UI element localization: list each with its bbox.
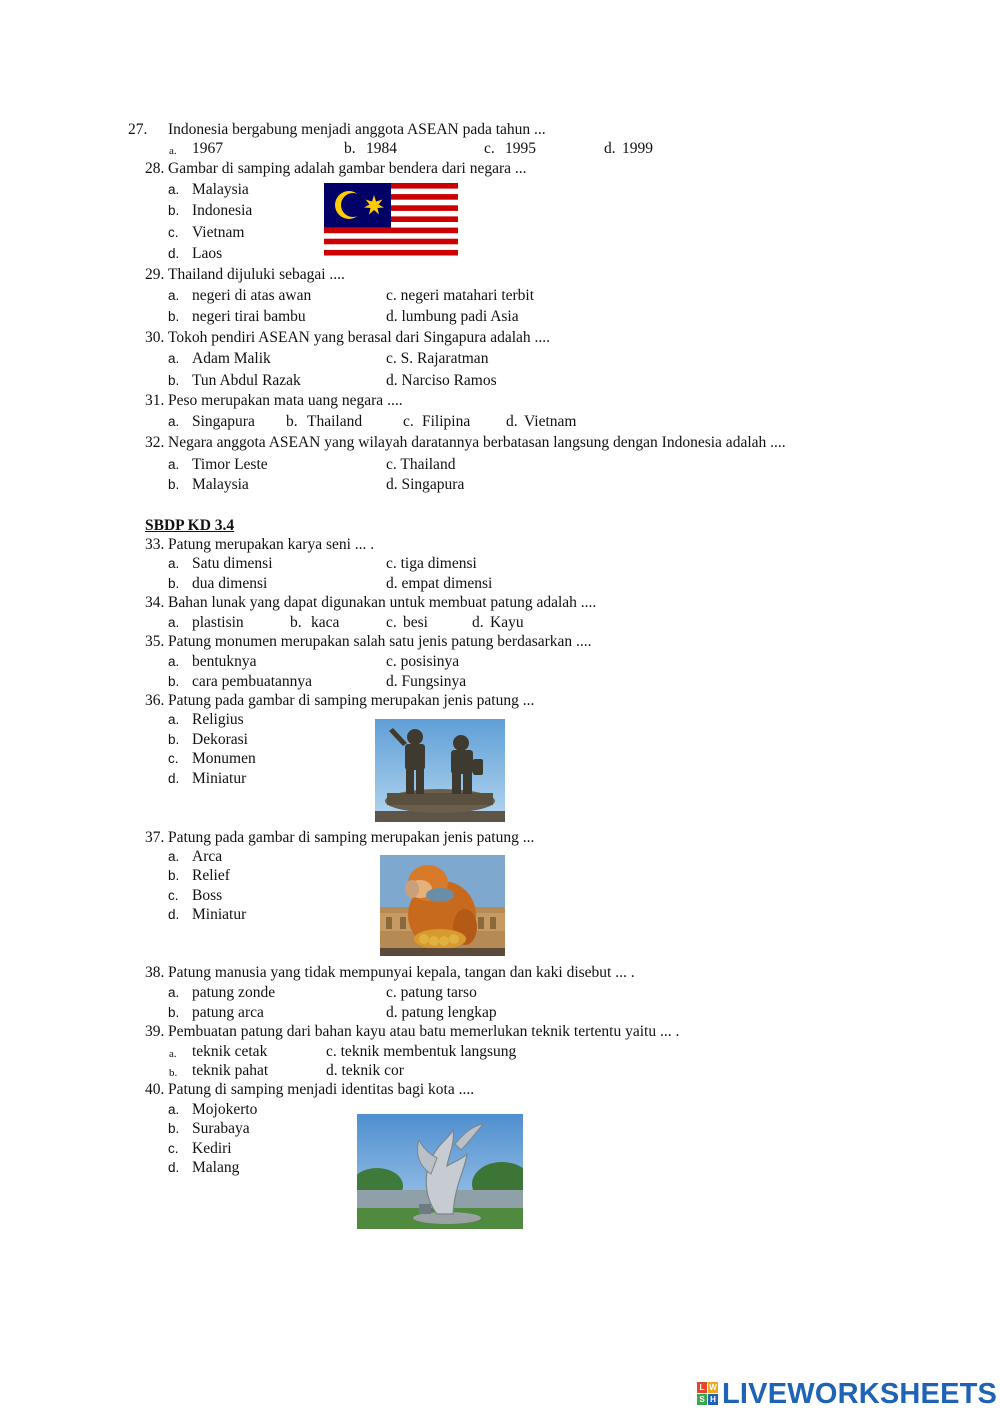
q29-number: 29. (145, 266, 165, 283)
q40-b-text: Surabaya (192, 1120, 250, 1137)
q39-text: Pembuatan patung dari bahan kayu atau batu memerlukan teknik tertentu yaitu ... . (168, 1023, 680, 1040)
q33-text: Patung merupakan karya seni ... . (168, 536, 375, 553)
q34-d-letter: d. (472, 614, 484, 631)
q34-c-text: besi (403, 614, 428, 631)
q34-number: 34. (145, 594, 165, 611)
q40-c-text: Kediri (192, 1140, 232, 1157)
q27-number: 27. (128, 121, 148, 138)
q27-a-letter: a. (169, 145, 177, 157)
q33-c-text: c. tiga dimensi (386, 555, 477, 572)
q28-number: 28. (145, 160, 165, 177)
q39-a-letter: a. (169, 1048, 177, 1060)
q37-a-text: Arca (192, 848, 223, 865)
q31-a-letter: a. (168, 414, 180, 429)
q37-d-text: Miniatur (192, 906, 247, 923)
q35-a-letter: a. (168, 654, 180, 669)
q28-a-letter: a. (168, 182, 180, 197)
q32-number: 32. (145, 434, 165, 451)
q40-number: 40. (145, 1081, 165, 1098)
q40-d-text: Malang (192, 1159, 240, 1176)
q38-text: Patung manusia yang tidak mempunyai kepala, tangan dan kaki disebut ... . (168, 964, 635, 981)
q33-d-text: d. empat dimensi (386, 575, 493, 592)
q37-c-text: Boss (192, 887, 223, 904)
q36-text: Patung pada gambar di samping merupakan jenis patung ... (168, 692, 535, 709)
q30-c-text: c. S. Rajaratman (386, 350, 489, 367)
q32-b-text: Malaysia (192, 476, 249, 493)
q37-text: Patung pada gambar di samping merupakan jenis patung ... (168, 829, 535, 846)
q31-d-text: Vietnam (524, 413, 577, 430)
liveworksheets-logo (697, 1377, 998, 1410)
q40-a-letter: a. (168, 1102, 180, 1117)
q34-a-letter: a. (168, 615, 180, 630)
q32-text: Negara anggota ASEAN yang wilayah daratannya berbatasan langsung dengan Indonesia adalah .... (168, 434, 786, 451)
q30-a-letter: a. (168, 351, 180, 366)
q27-c-text: 1995 (505, 140, 536, 157)
q32-a-letter: a. (168, 457, 180, 472)
q27-text: Indonesia bergabung menjadi anggota ASEAN pada tahun ... (168, 121, 546, 138)
q30-text: Tokoh pendiri ASEAN yang berasal dari Singapura adalah .... (168, 329, 551, 346)
q27-b-letter: b. (344, 140, 356, 157)
q35-text: Patung monumen merupakan salah satu jenis patung berdasarkan .... (168, 633, 592, 650)
q31-c-text: Filipina (422, 413, 471, 430)
q38-d-text: d. patung lengkap (386, 1004, 497, 1021)
q37-c-letter: c. (168, 888, 179, 903)
q30-d-text: d. Narciso Ramos (386, 372, 497, 389)
q29-c-text: c. negeri matahari terbit (386, 287, 535, 304)
shark-crocodile-statue-photo (357, 1114, 523, 1229)
q34-a-text: plastisin (192, 614, 244, 631)
malaysia-flag-image (324, 183, 458, 261)
q39-c-text: c. teknik membentuk langsung (326, 1043, 517, 1060)
q34-text: Bahan lunak yang dapat digunakan untuk membuat patung adalah .... (168, 594, 597, 611)
q36-c-text: Monumen (192, 750, 256, 767)
q35-b-letter: b. (168, 674, 180, 689)
q27-a-text: 1967 (192, 140, 223, 157)
q27-b-text: 1984 (366, 140, 397, 157)
q31-d-letter: d. (506, 413, 518, 430)
q39-d-text: d. teknik cor (326, 1062, 404, 1079)
q37-number: 37. (145, 829, 165, 846)
q27-c-letter: c. (484, 140, 495, 157)
q27-d-letter: d. (604, 140, 616, 157)
q28-d-text: Laos (192, 245, 223, 262)
monument-statue-photo (375, 719, 505, 822)
q40-d-letter: d. (168, 1160, 180, 1175)
q32-c-text: c. Thailand (386, 456, 456, 473)
q38-b-text: patung arca (192, 1004, 264, 1021)
q31-number: 31. (145, 392, 165, 409)
q35-c-text: c. posisinya (386, 653, 460, 670)
q34-c-letter: c. (386, 614, 397, 631)
q27-d-text: 1999 (622, 140, 653, 157)
q40-text: Patung di samping menjadi identitas bagi kota .... (168, 1081, 475, 1098)
q34-b-letter: b. (290, 614, 302, 631)
q38-b-letter: b. (168, 1005, 180, 1020)
q36-c-letter: c. (168, 751, 179, 766)
q38-a-letter: a. (168, 985, 180, 1000)
section-heading: SBDP KD 3.4 (145, 517, 235, 534)
q35-a-text: bentuknya (192, 653, 257, 670)
q40-a-text: Mojokerto (192, 1101, 258, 1118)
q29-a-letter: a. (168, 288, 180, 303)
q29-d-text: d. lumbung padi Asia (386, 308, 519, 325)
q37-b-letter: b. (168, 868, 180, 883)
q33-b-text: dua dimensi (192, 575, 268, 592)
q29-text: Thailand dijuluki sebagai .... (168, 266, 345, 283)
q33-b-letter: b. (168, 576, 180, 591)
q33-a-letter: a. (168, 556, 180, 571)
q38-number: 38. (145, 964, 165, 981)
q30-number: 30. (145, 329, 165, 346)
q28-c-text: Vietnam (192, 224, 245, 241)
q36-b-letter: b. (168, 732, 180, 747)
q28-text: Gambar di samping adalah gambar bendera dari negara ... (168, 160, 527, 177)
q40-c-letter: c. (168, 1141, 179, 1156)
q36-d-letter: d. (168, 771, 180, 786)
q35-number: 35. (145, 633, 165, 650)
q36-a-text: Religius (192, 711, 244, 728)
q28-b-text: Indonesia (192, 202, 253, 219)
q37-d-letter: d. (168, 907, 180, 922)
q37-a-letter: a. (168, 849, 180, 864)
q31-text: Peso merupakan mata uang negara .... (168, 392, 403, 409)
q34-b-text: kaca (311, 614, 340, 631)
q36-number: 36. (145, 692, 165, 709)
q38-c-text: c. patung tarso (386, 984, 477, 1001)
q39-b-text: teknik pahat (192, 1062, 269, 1079)
q28-c-letter: c. (168, 225, 179, 240)
q30-a-text: Adam Malik (192, 350, 271, 367)
q39-a-text: teknik cetak (192, 1043, 268, 1060)
q32-d-text: d. Singapura (386, 476, 465, 493)
q35-d-text: d. Fungsinya (386, 673, 467, 690)
q38-a-text: patung zonde (192, 984, 276, 1001)
q29-a-text: negeri di atas awan (192, 287, 312, 304)
liveworksheets-brand-text: LIVEWORKSHEETS (722, 1377, 998, 1410)
q33-a-text: Satu dimensi (192, 555, 273, 572)
q31-b-text: Thailand (307, 413, 363, 430)
q39-b-letter: b. (169, 1067, 178, 1079)
q36-b-text: Dekorasi (192, 731, 248, 748)
liveworksheets-mark-icon: L W S H (697, 1382, 719, 1406)
q39-number: 39. (145, 1023, 165, 1040)
q37-b-text: Relief (192, 867, 230, 884)
monkey-statue-photo (380, 855, 505, 956)
q31-c-letter: c. (403, 413, 414, 430)
q30-b-text: Tun Abdul Razak (192, 372, 301, 389)
q32-b-letter: b. (168, 477, 180, 492)
q29-b-text: negeri tirai bambu (192, 308, 306, 325)
q35-b-text: cara pembuatannya (192, 673, 313, 690)
q29-b-letter: b. (168, 309, 180, 324)
q34-d-text: Kayu (490, 614, 524, 631)
q28-b-letter: b. (168, 203, 180, 218)
q33-number: 33. (145, 536, 165, 553)
q40-b-letter: b. (168, 1121, 180, 1136)
q32-a-text: Timor Leste (192, 456, 268, 473)
q31-b-letter: b. (286, 413, 298, 430)
q31-a-text: Singapura (192, 413, 255, 430)
q36-d-text: Miniatur (192, 770, 247, 787)
q28-a-text: Malaysia (192, 181, 249, 198)
q30-b-letter: b. (168, 373, 180, 388)
q36-a-letter: a. (168, 712, 180, 727)
q28-d-letter: d. (168, 246, 180, 261)
